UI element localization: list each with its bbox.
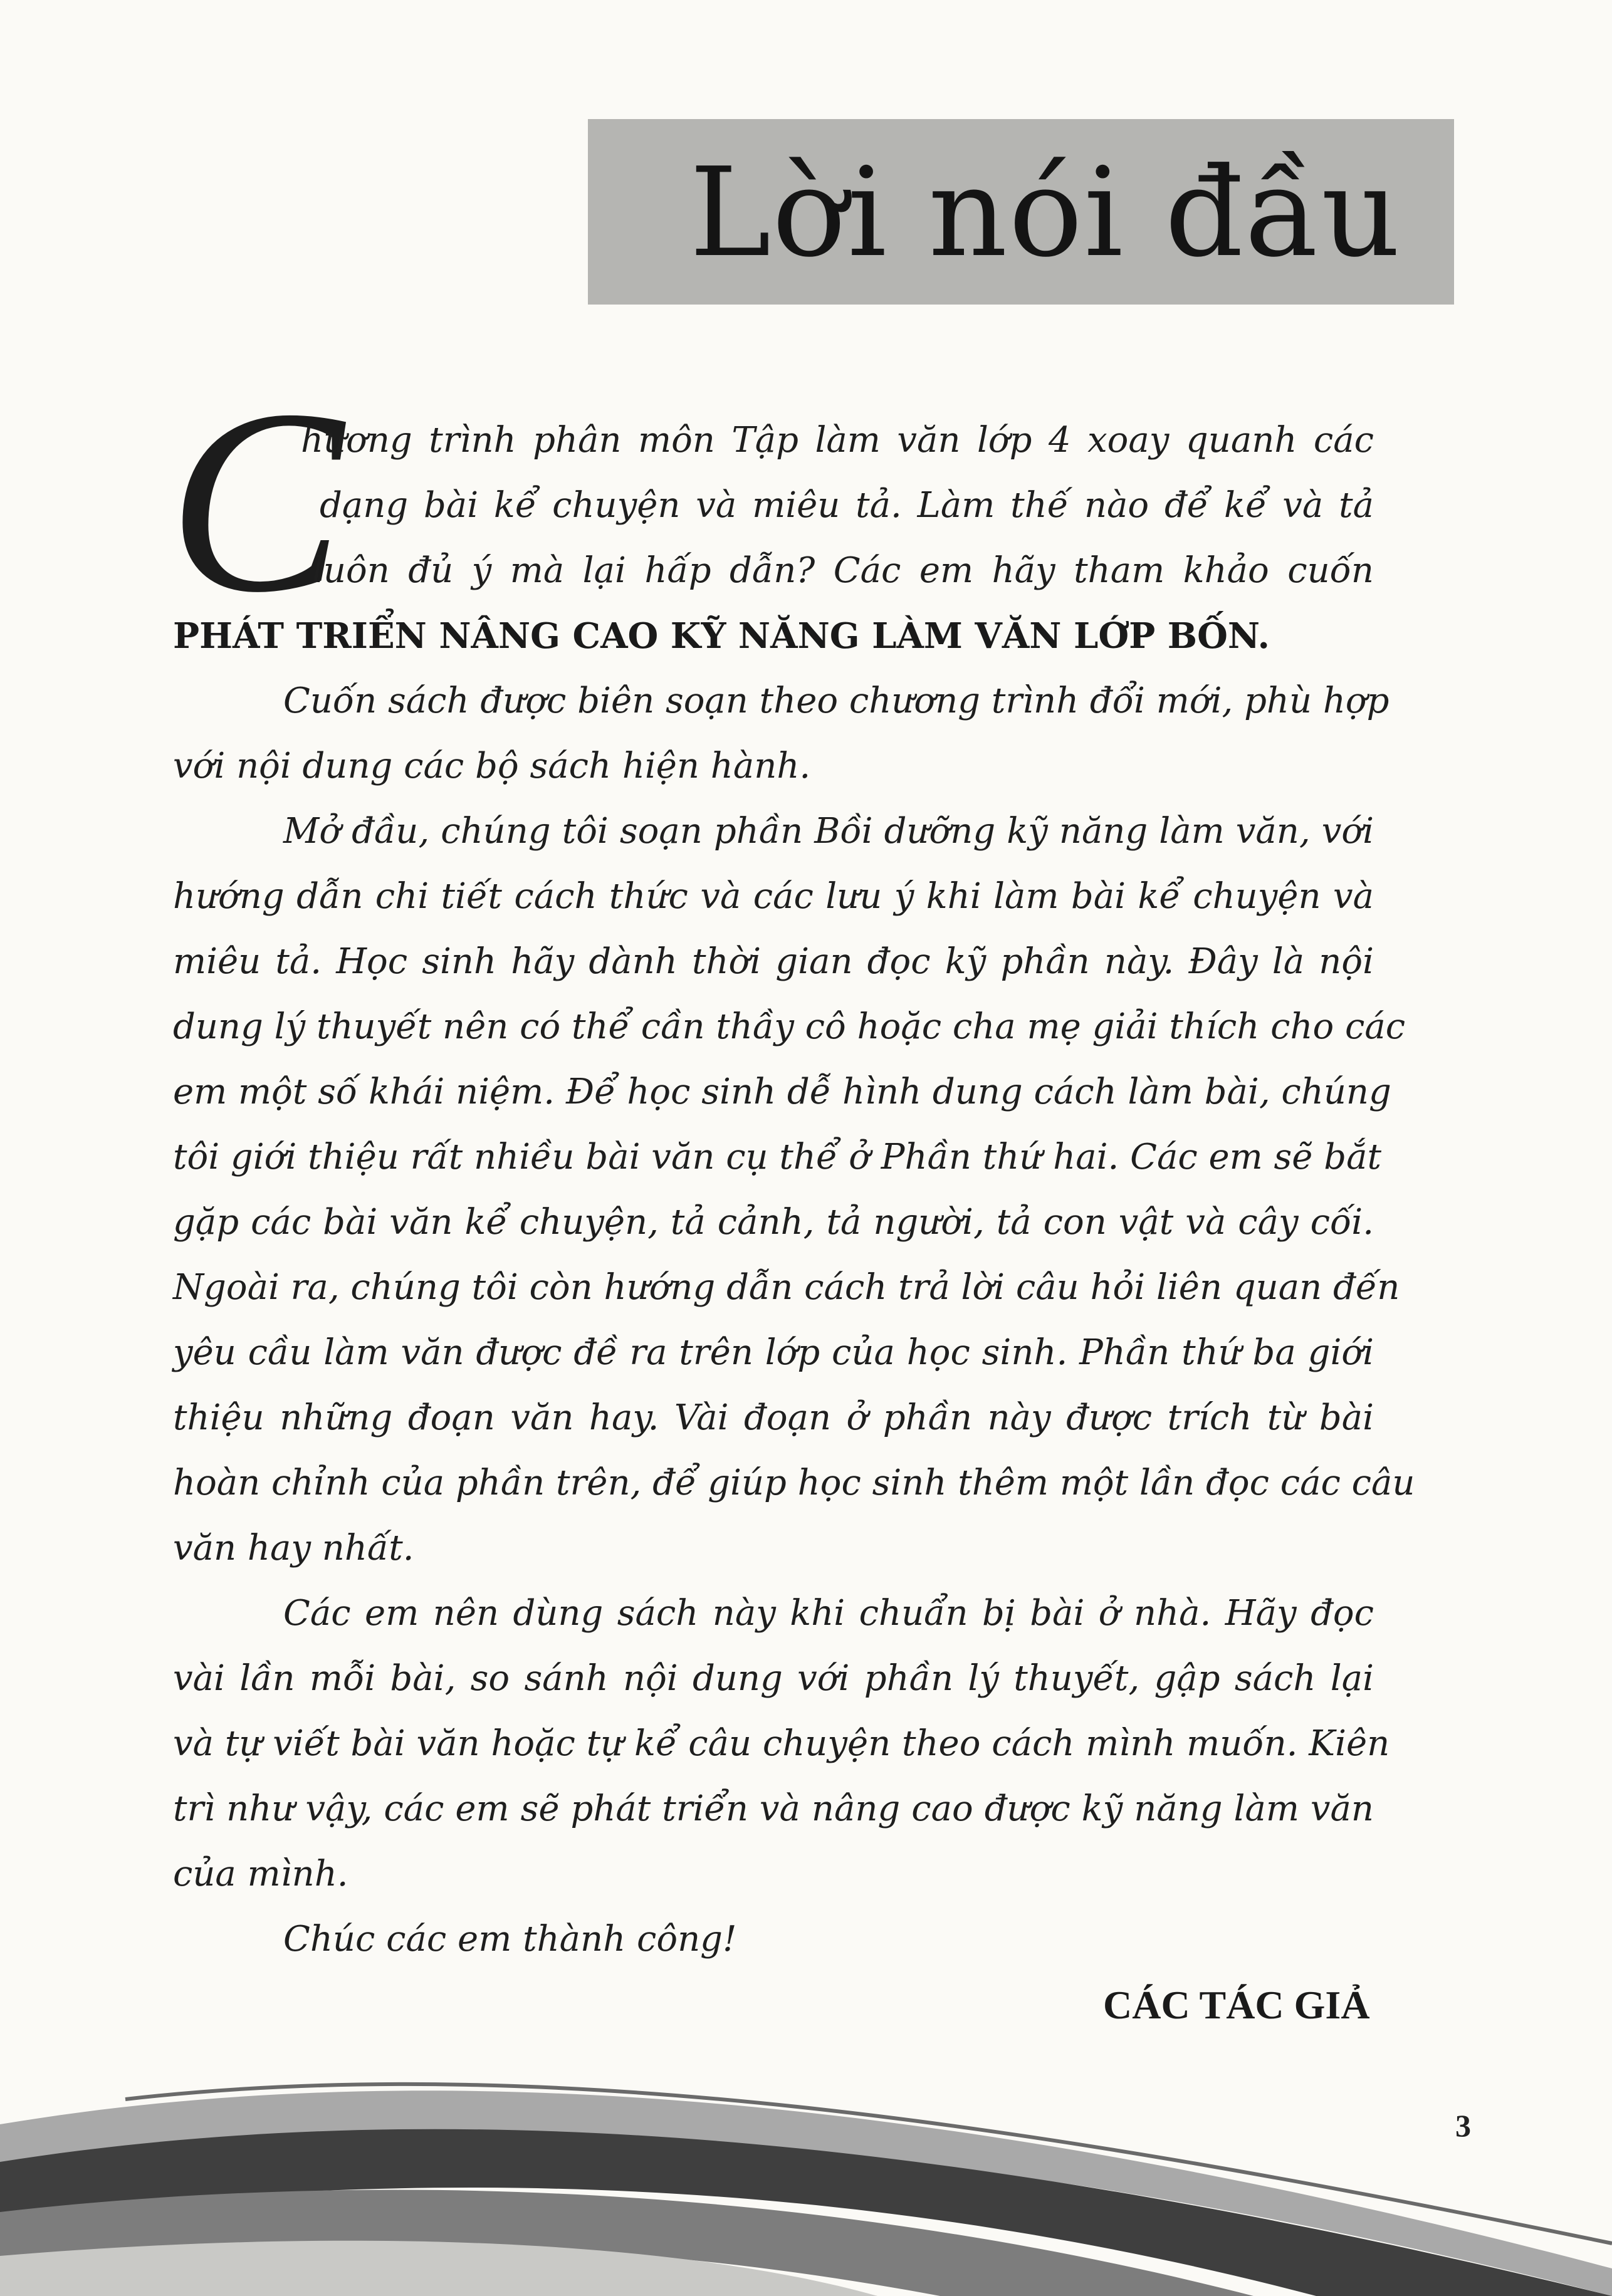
paragraph-4-line: của mình.	[173, 1854, 348, 1894]
paragraph-4-line: vài lần mỗi bài, so sánh nội dung với phần lý thuyết, gập sách lại	[173, 1658, 1374, 1699]
drop-cap: C	[168, 355, 344, 647]
paragraph-3-line: văn hay nhất.	[173, 1528, 414, 1568]
paragraph-1-line: hương trình phân môn Tập làm văn lớp 4 xoay quanh các	[301, 420, 1374, 461]
paragraph-3-line: thiệu những đoạn văn hay. Vài đoạn ở phần này được trích từ bài	[173, 1397, 1374, 1438]
paragraph-1-line: luôn đủ ý mà lại hấp dẫn? Các em hãy tham khảo cuốn	[312, 550, 1374, 591]
paragraph-2-line: với nội dung các bộ sách hiện hành.	[173, 746, 811, 786]
paragraph-3-line: gặp các bài văn kể chuyện, tả cảnh, tả người, tả con vật và cây cối.	[173, 1202, 1374, 1243]
closing-line: Chúc các em thành công!	[283, 1919, 737, 1959]
page-title: Lời nói đầu	[689, 142, 1402, 284]
paragraph-3-line: Ngoài ra, chúng tôi còn hướng dẫn cách trả lời câu hỏi liên quan đến	[173, 1267, 1400, 1308]
paragraph-2-line: Cuốn sách được biên soạn theo chương trình đổi mới, phù hợp	[283, 681, 1390, 721]
author-signature: CÁC TÁC GIẢ	[1103, 1983, 1370, 2027]
book-title: PHÁT TRIỂN NÂNG CAO KỸ NĂNG LÀM VĂN LỚP BỐN.	[173, 615, 1270, 657]
paragraph-3-line: miêu tả. Học sinh hãy dành thời gian đọc kỹ phần này. Đây là nội	[173, 941, 1374, 982]
paragraph-3-line: hướng dẫn chi tiết cách thức và các lưu ý khi làm bài kể chuyện và	[173, 876, 1374, 917]
paragraph-3-line: dung lý thuyết nên có thể cần thầy cô hoặc cha mẹ giải thích cho các	[173, 1006, 1406, 1047]
paragraph-3-line: tôi giới thiệu rất nhiều bài văn cụ thể ở Phần thứ hai. Các em sẽ bắt	[173, 1137, 1381, 1177]
paragraph-4-line: và tự viết bài văn hoặc tự kể câu chuyện theo cách mình muốn. Kiên	[173, 1723, 1390, 1764]
paragraph-3-line: Mở đầu, chúng tôi soạn phần Bồi dưỡng kỹ năng làm văn, với	[283, 811, 1374, 852]
page-number: 3	[1455, 2108, 1471, 2143]
paragraph-3-line: yêu cầu làm văn được đề ra trên lớp của học sinh. Phần thứ ba giới	[173, 1332, 1374, 1373]
paragraph-4-line: trì như vậy, các em sẽ phát triển và nâng cao được kỹ năng làm văn	[173, 1788, 1374, 1829]
paragraph-1-line: dạng bài kể chuyện và miêu tả. Làm thế nào để kể và tả	[320, 485, 1374, 526]
paragraph-3-line: hoàn chỉnh của phần trên, để giúp học sinh thêm một lần đọc các câu	[173, 1463, 1415, 1503]
paragraph-3-line: em một số khái niệm. Để học sinh dễ hình dung cách làm bài, chúng	[173, 1072, 1391, 1112]
decorative-swoosh	[0, 2055, 1612, 2296]
paragraph-4-line: Các em nên dùng sách này khi chuẩn bị bài ở nhà. Hãy đọc	[283, 1593, 1374, 1634]
